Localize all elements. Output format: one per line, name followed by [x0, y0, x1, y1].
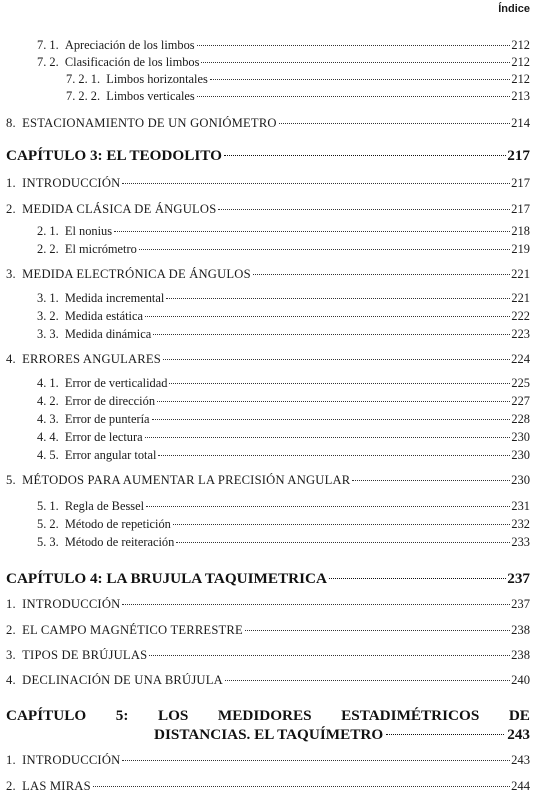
- toc-chapter: [6, 147, 530, 165]
- leader-dots: [224, 155, 506, 156]
- entry-number: 8.: [6, 116, 16, 130]
- entry-number: 4.: [6, 673, 16, 687]
- entry-number: 4.: [6, 352, 16, 366]
- entry-title: EL CAMPO MAGNÉTICO TERRESTRE: [22, 623, 243, 637]
- entry-title: Medida incremental: [64, 291, 165, 305]
- entry-page: 238: [511, 623, 530, 637]
- entry-title: Medida dinámica: [64, 327, 152, 341]
- entry-page: 212: [511, 38, 530, 52]
- chapter-5-word: LOS: [157, 707, 189, 724]
- entry-page: 233: [511, 535, 530, 549]
- leader-dots: [210, 79, 511, 80]
- leader-dots: [197, 96, 511, 97]
- toc-entry: [37, 54, 530, 70]
- entry-title: INTRODUCCIÓN: [22, 597, 121, 611]
- toc-entry: [37, 534, 530, 550]
- entry-title: Método de repetición: [64, 517, 171, 531]
- leader-dots: [157, 401, 510, 402]
- entry-number: 3.: [6, 267, 16, 281]
- leader-dots: [122, 183, 510, 184]
- toc-entry: [6, 175, 530, 191]
- leader-dots: [114, 231, 510, 232]
- leader-dots: [352, 480, 510, 481]
- entry-number: 4. 4.: [37, 430, 59, 444]
- leader-dots: [166, 298, 510, 299]
- toc-entry: [6, 266, 530, 282]
- entry-page: 218: [511, 224, 530, 238]
- leader-dots: [245, 630, 510, 631]
- entry-page: 232: [511, 517, 530, 531]
- toc-entry: [6, 672, 530, 688]
- entry-page: 217: [507, 147, 530, 164]
- toc-entry: [37, 37, 530, 53]
- toc-entry: [6, 596, 530, 612]
- entry-page: 222: [511, 309, 530, 323]
- leader-dots: [122, 760, 510, 761]
- leader-dots: [153, 334, 510, 335]
- toc-entry: [6, 115, 530, 131]
- toc-entry: [37, 429, 530, 445]
- toc-entry: [37, 326, 530, 342]
- entry-number: 2.: [6, 202, 16, 216]
- entry-page: 228: [511, 412, 530, 426]
- entry-title: Clasificación de los limbos: [64, 55, 200, 69]
- leader-dots: [201, 62, 510, 63]
- entry-number: 2. 1.: [37, 224, 59, 238]
- page-header: Índice: [498, 3, 530, 15]
- leader-dots: [173, 524, 511, 525]
- toc-entry: [37, 241, 530, 257]
- entry-number: 4. 3.: [37, 412, 59, 426]
- toc-entry: [66, 88, 530, 104]
- entry-page: 212: [511, 72, 530, 86]
- entry-number: 7. 2. 1.: [66, 72, 101, 86]
- leader-dots: [176, 542, 510, 543]
- entry-page: 231: [511, 499, 530, 513]
- entry-page: 221: [511, 267, 530, 281]
- entry-page: 230: [511, 448, 530, 462]
- leader-dots: [145, 316, 510, 317]
- entry-number: 5.: [6, 473, 16, 487]
- entry-number: 7. 2. 2.: [66, 89, 101, 103]
- entry-number: 4. 1.: [37, 376, 59, 390]
- leader-dots: [329, 578, 506, 579]
- entry-page: 217: [511, 176, 530, 190]
- toc-entry: [6, 622, 530, 638]
- chapter-5-word: ESTADIMÉTRICOS: [341, 707, 480, 724]
- entry-number: 1.: [6, 753, 16, 767]
- entry-page: 223: [511, 327, 530, 341]
- toc-entry: [6, 351, 530, 367]
- chapter-5-title-line-2: [154, 725, 530, 744]
- entry-number: 5. 2.: [37, 517, 59, 531]
- leader-dots: [158, 455, 510, 456]
- entry-number: 5. 1.: [37, 499, 59, 513]
- toc-entry: [6, 472, 530, 488]
- leader-dots: [163, 359, 510, 360]
- entry-page: 230: [511, 430, 530, 444]
- entry-page: 244: [511, 779, 530, 793]
- entry-title: Limbos verticales: [106, 89, 195, 103]
- leader-dots: [149, 655, 510, 656]
- entry-title: Error angular total: [64, 448, 157, 462]
- leader-dots: [218, 209, 510, 210]
- leader-dots: [146, 506, 510, 507]
- entry-title: Apreciación de los limbos: [64, 38, 195, 52]
- toc-entry: [6, 647, 530, 663]
- toc-entry: [37, 411, 530, 427]
- entry-page: 224: [511, 352, 530, 366]
- chapter-5-word: MEDIDORES: [217, 707, 312, 724]
- entry-number: 7. 1.: [37, 38, 59, 52]
- entry-title: Error de verticalidad: [64, 376, 168, 390]
- entry-title: TIPOS DE BRÚJULAS: [22, 648, 148, 662]
- entry-number: 3. 1.: [37, 291, 59, 305]
- entry-number: 7. 2.: [37, 55, 59, 69]
- leader-dots: [279, 123, 510, 124]
- entry-title: Método de reiteración: [64, 535, 175, 549]
- chapter-5-title-line-1: [6, 706, 530, 725]
- toc-entry: [37, 447, 530, 463]
- entry-page: 238: [511, 648, 530, 662]
- entry-number: 1.: [6, 597, 16, 611]
- chapter-5-word: DE: [508, 707, 530, 724]
- entry-page: 237: [507, 570, 530, 587]
- leader-dots: [139, 249, 511, 250]
- toc-chapter-5: [6, 706, 530, 744]
- entry-page: 225: [511, 376, 530, 390]
- entry-page: 230: [511, 473, 530, 487]
- chapter-title: CAPÍTULO 4: LA BRUJULA TAQUIMETRICA: [6, 570, 327, 587]
- entry-title: Limbos horizontales: [106, 72, 208, 86]
- entry-number: 1.: [6, 176, 16, 190]
- entry-title: ESTACIONAMIENTO DE UN GONIÓMETRO: [22, 116, 277, 130]
- entry-title: Error de puntería: [64, 412, 150, 426]
- leader-dots: [197, 45, 511, 46]
- toc-entry: [37, 393, 530, 409]
- entry-page: 219: [511, 242, 530, 256]
- entry-page: 212: [511, 55, 530, 69]
- leader-dots: [253, 274, 510, 275]
- entry-title: Regla de Bessel: [64, 499, 145, 513]
- leader-dots: [122, 604, 510, 605]
- entry-number: 3.: [6, 648, 16, 662]
- entry-number: 4. 5.: [37, 448, 59, 462]
- leader-dots: [386, 734, 504, 735]
- entry-title: MEDIDA ELECTRÓNICA DE ÁNGULOS: [22, 267, 251, 281]
- chapter-5-page: 243: [507, 726, 530, 743]
- entry-page: 214: [511, 116, 530, 130]
- toc-entry: [37, 498, 530, 514]
- toc-entry: [6, 752, 530, 768]
- toc-entry: [37, 516, 530, 532]
- entry-title: Error de dirección: [64, 394, 156, 408]
- entry-page: 243: [511, 753, 530, 767]
- entry-page: 221: [511, 291, 530, 305]
- toc-entry: [37, 290, 530, 306]
- leader-dots: [145, 437, 511, 438]
- entry-title: Medida estática: [64, 309, 143, 323]
- entry-title: El micrómetro: [64, 242, 137, 256]
- toc-entry: [6, 201, 530, 217]
- entry-page: 213: [511, 89, 530, 103]
- entry-page: 240: [511, 673, 530, 687]
- entry-page: 237: [511, 597, 530, 611]
- chapter-5-word: CAPÍTULO: [6, 707, 87, 724]
- toc-entry: [66, 71, 530, 87]
- leader-dots: [225, 680, 510, 681]
- entry-title: INTRODUCCIÓN: [22, 753, 121, 767]
- leader-dots: [93, 786, 510, 787]
- entry-title: El nonius: [64, 224, 113, 238]
- entry-page: 217: [511, 202, 530, 216]
- entry-number: 2. 2.: [37, 242, 59, 256]
- entry-title: MÉTODOS PARA AUMENTAR LA PRECISIÓN ANGULAR: [22, 473, 351, 487]
- toc-entry: [37, 223, 530, 239]
- entry-title: LAS MIRAS: [22, 779, 91, 793]
- entry-number: 4. 2.: [37, 394, 59, 408]
- entry-number: 3. 2.: [37, 309, 59, 323]
- entry-number: 3. 3.: [37, 327, 59, 341]
- chapter-5-word: 5:: [115, 707, 129, 724]
- entry-number: 5. 3.: [37, 535, 59, 549]
- leader-dots: [152, 419, 511, 420]
- entry-title: INTRODUCCIÓN: [22, 176, 121, 190]
- entry-number: 2.: [6, 623, 16, 637]
- entry-title: MEDIDA CLÁSICA DE ÁNGULOS: [22, 202, 217, 216]
- entry-number: 2.: [6, 779, 16, 793]
- chapter-5-subtitle: DISTANCIAS. EL TAQUÍMETRO: [154, 726, 384, 743]
- entry-title: Error de lectura: [64, 430, 143, 444]
- toc-entry: [37, 375, 530, 391]
- entry-title: ERRORES ANGULARES: [22, 352, 161, 366]
- toc-entry: [6, 778, 530, 794]
- toc-entry: [37, 308, 530, 324]
- toc-chapter: [6, 570, 530, 588]
- chapter-title: CAPÍTULO 3: EL TEODOLITO: [6, 147, 222, 164]
- leader-dots: [169, 383, 510, 384]
- entry-title: DECLINACIÓN DE UNA BRÚJULA: [22, 673, 223, 687]
- entry-page: 227: [511, 394, 530, 408]
